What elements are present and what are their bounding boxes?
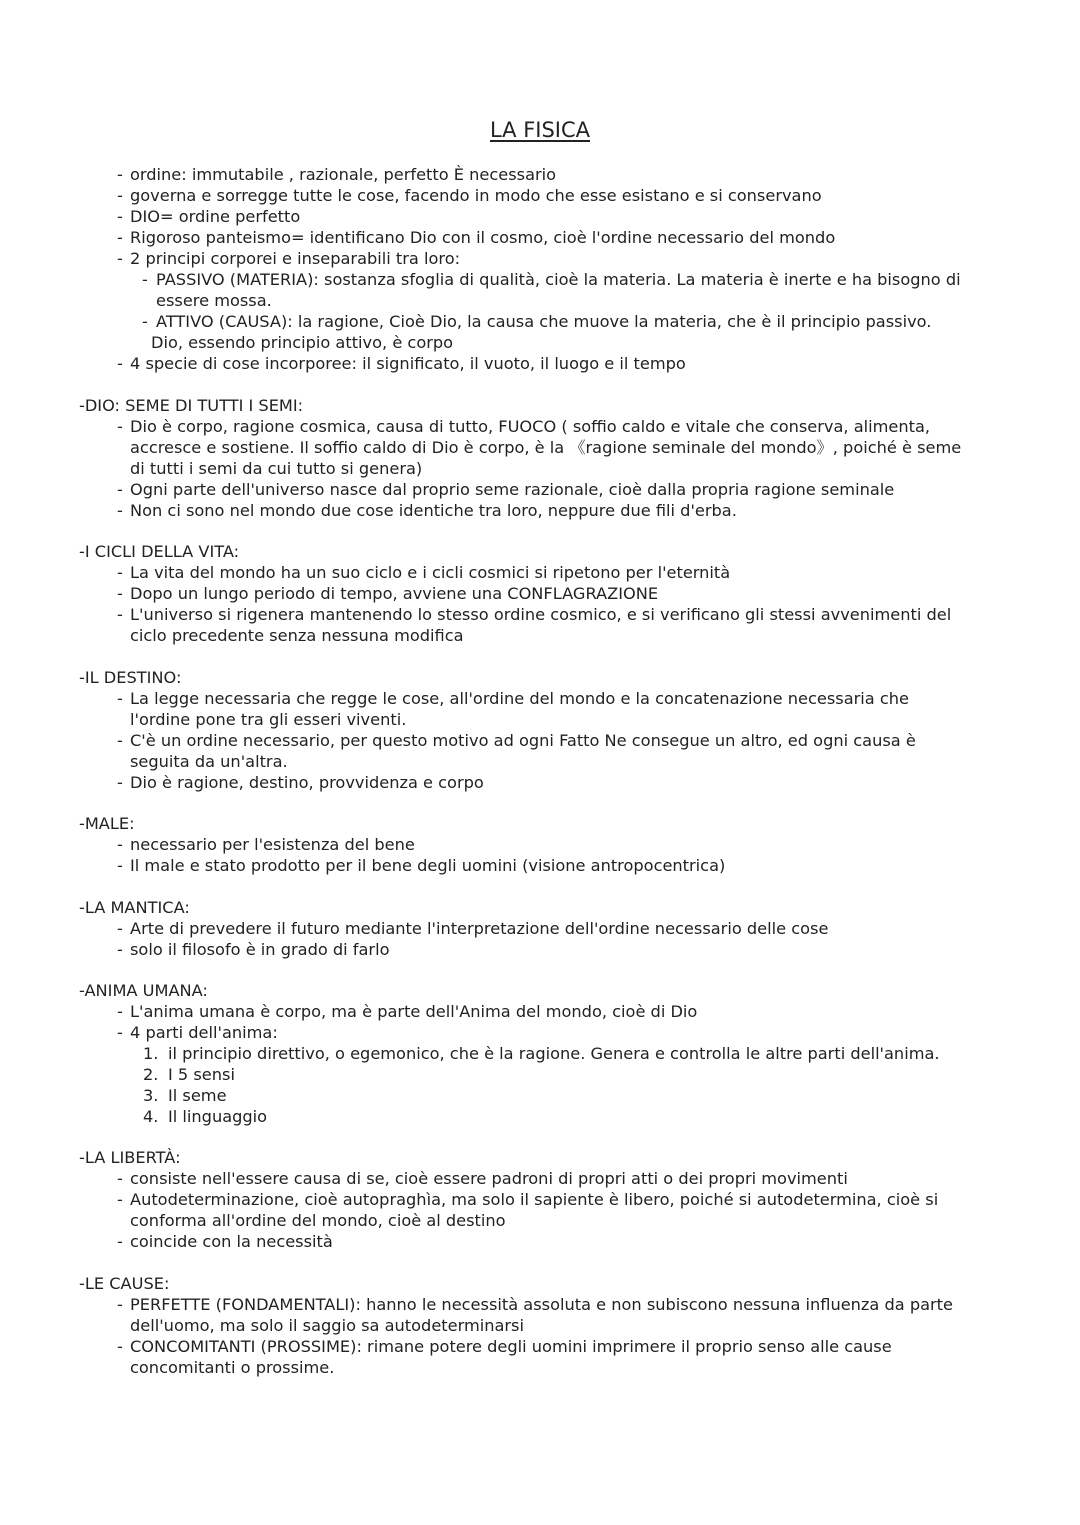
section-heading: -I CICLI DELLA VITA:	[79, 542, 240, 561]
numbered-item: Il linguaggio	[168, 1107, 268, 1126]
bullet-dash: -	[117, 480, 123, 499]
list-item: 4 specie di cose incorporee: il significato, il vuoto, il luogo e il tempo	[130, 354, 686, 373]
section-heading: -DIO: SEME DI TUTTI I SEMI:	[79, 396, 304, 415]
section-heading: -IL DESTINO:	[79, 668, 182, 687]
page-title: LA FISICA	[489, 118, 591, 142]
bullet-dash: -	[117, 165, 123, 184]
list-item: Dio è corpo, ragione cosmica, causa di tutto, FUOCO ( soffio caldo e vitale che conserva, alimenta,	[130, 417, 931, 436]
bullet-dash: -	[117, 501, 123, 520]
bullet-dash: -	[117, 417, 123, 436]
bullet-dash: -	[117, 940, 123, 959]
list-item: ordine: immutabile , razionale, perfetto È necessario	[130, 165, 557, 184]
list-item: PERFETTE (FONDAMENTALI): hanno le necessità assoluta e non subiscono nessuna influenza da parte	[130, 1295, 953, 1314]
list-item-continuation: ciclo precedente senza nessuna modifica	[130, 626, 464, 645]
list-item: La legge necessaria che regge le cose, all'ordine del mondo e la concatenazione necessaria che	[130, 689, 909, 708]
bullet-dash: -	[117, 1337, 123, 1356]
list-item-continuation: Dio, essendo principio attivo, è corpo	[151, 333, 454, 352]
list-item: Il male e stato prodotto per il bene degli uomini (visione antropocentrica)	[130, 856, 726, 875]
numbered-marker: 1.	[143, 1044, 159, 1063]
numbered-item: I 5 sensi	[168, 1065, 235, 1084]
list-item: C'è un ordine necessario, per questo motivo ad ogni Fatto Ne consegue un altro, ed ogni causa è	[130, 731, 916, 750]
numbered-item: Il seme	[168, 1086, 227, 1105]
list-item-continuation: di tutti i semi da cui tutto si genera)	[130, 459, 423, 478]
bullet-dash: -	[117, 584, 123, 603]
numbered-marker: 2.	[143, 1065, 159, 1084]
bullet-dash: -	[117, 1169, 123, 1188]
list-item: Ogni parte dell'universo nasce dal proprio seme razionale, cioè dalla propria ragione seminale	[130, 480, 895, 499]
bullet-dash: -	[117, 249, 123, 268]
list-item: L'anima umana è corpo, ma è parte dell'Anima del mondo, cioè di Dio	[130, 1002, 698, 1021]
bullet-dash: -	[117, 1232, 123, 1251]
list-item: ATTIVO (CAUSA): la ragione, Cioè Dio, la causa che muove la materia, che è il principio passivo.	[156, 312, 932, 331]
bullet-dash: -	[117, 1002, 123, 1021]
list-item-continuation: seguita da un'altra.	[130, 752, 288, 771]
list-item-continuation: dell'uomo, ma solo il saggio sa autodeterminarsi	[130, 1316, 524, 1335]
bullet-dash: -	[117, 354, 123, 373]
list-item: coincide con la necessità	[130, 1232, 333, 1251]
list-item: L'universo si rigenera mantenendo lo stesso ordine cosmico, e si verificano gli stessi avvenimenti del	[130, 605, 952, 624]
list-item: Non ci sono nel mondo due cose identiche tra loro, neppure due fili d'erba.	[130, 501, 737, 520]
bullet-dash: -	[117, 1295, 123, 1314]
bullet-dash: -	[117, 1023, 123, 1042]
list-item: consiste nell'essere causa di se, cioè essere padroni di propri atti o dei propri movimenti	[130, 1169, 848, 1188]
list-item: 2 principi corporei e inseparabili tra loro:	[130, 249, 461, 268]
bullet-dash: -	[117, 207, 123, 226]
bullet-dash: -	[117, 563, 123, 582]
list-item: Rigoroso panteismo= identificano Dio con il cosmo, cioè l'ordine necessario del mondo	[130, 228, 836, 247]
section-heading: -MALE:	[79, 814, 135, 833]
numbered-item: il principio direttivo, o egemonico, che è la ragione. Genera e controlla le altre parti dell'anima.	[168, 1044, 940, 1063]
bullet-dash: -	[117, 1190, 123, 1209]
list-item-continuation: accresce e sostiene. Il soffio caldo di Dio è corpo, è la 《ragione seminale del mondo》, poiché è seme	[130, 438, 962, 457]
bullet-dash: -	[117, 835, 123, 854]
list-item: 4 parti dell'anima:	[130, 1023, 278, 1042]
bullet-dash: -	[117, 605, 123, 624]
list-item: necessario per l'esistenza del bene	[130, 835, 415, 854]
list-item: DIO= ordine perfetto	[130, 207, 301, 226]
list-item: solo il filosofo è in grado di farlo	[130, 940, 390, 959]
list-item: Arte di prevedere il futuro mediante l'interpretazione dell'ordine necessario delle cose	[130, 919, 829, 938]
list-item: La vita del mondo ha un suo ciclo e i cicli cosmici si ripetono per l'eternità	[130, 563, 731, 582]
bullet-dash: -	[117, 919, 123, 938]
list-item-continuation: essere mossa.	[156, 291, 272, 310]
section-heading: -LA LIBERTÀ:	[79, 1148, 181, 1167]
section-heading: -ANIMA UMANA:	[79, 981, 208, 1000]
numbered-marker: 4.	[143, 1107, 159, 1126]
list-item-continuation: concomitanti o prossime.	[130, 1358, 335, 1377]
numbered-marker: 3.	[143, 1086, 159, 1105]
bullet-dash: -	[117, 856, 123, 875]
bullet-dash: -	[117, 773, 123, 792]
section-heading: -LA MANTICA:	[79, 898, 190, 917]
bullet-dash: -	[117, 186, 123, 205]
bullet-dash: -	[142, 312, 148, 331]
list-item: PASSIVO (MATERIA): sostanza sfoglia di qualità, cioè la materia. La materia è inerte e ha bisogno di	[156, 270, 961, 289]
section-heading: -LE CAUSE:	[79, 1274, 170, 1293]
list-item: Autodeterminazione, cioè autopraghìa, ma solo il sapiente è libero, poiché si autodetermina, cioè si	[130, 1190, 939, 1209]
bullet-dash: -	[117, 689, 123, 708]
list-item: Dopo un lungo periodo di tempo, avviene una CONFLAGRAZIONE	[130, 584, 659, 603]
bullet-dash: -	[117, 228, 123, 247]
bullet-dash: -	[117, 731, 123, 750]
bullet-dash: -	[142, 270, 148, 289]
list-item-continuation: l'ordine pone tra gli esseri viventi.	[130, 710, 407, 729]
list-item-continuation: conforma all'ordine del mondo, cioè al destino	[130, 1211, 506, 1230]
list-item: governa e sorregge tutte le cose, facendo in modo che esse esistano e si conservano	[130, 186, 822, 205]
list-item: CONCOMITANTI (PROSSIME): rimane potere degli uomini imprimere il proprio senso alle cause	[130, 1337, 892, 1356]
list-item: Dio è ragione, destino, provvidenza e corpo	[130, 773, 484, 792]
